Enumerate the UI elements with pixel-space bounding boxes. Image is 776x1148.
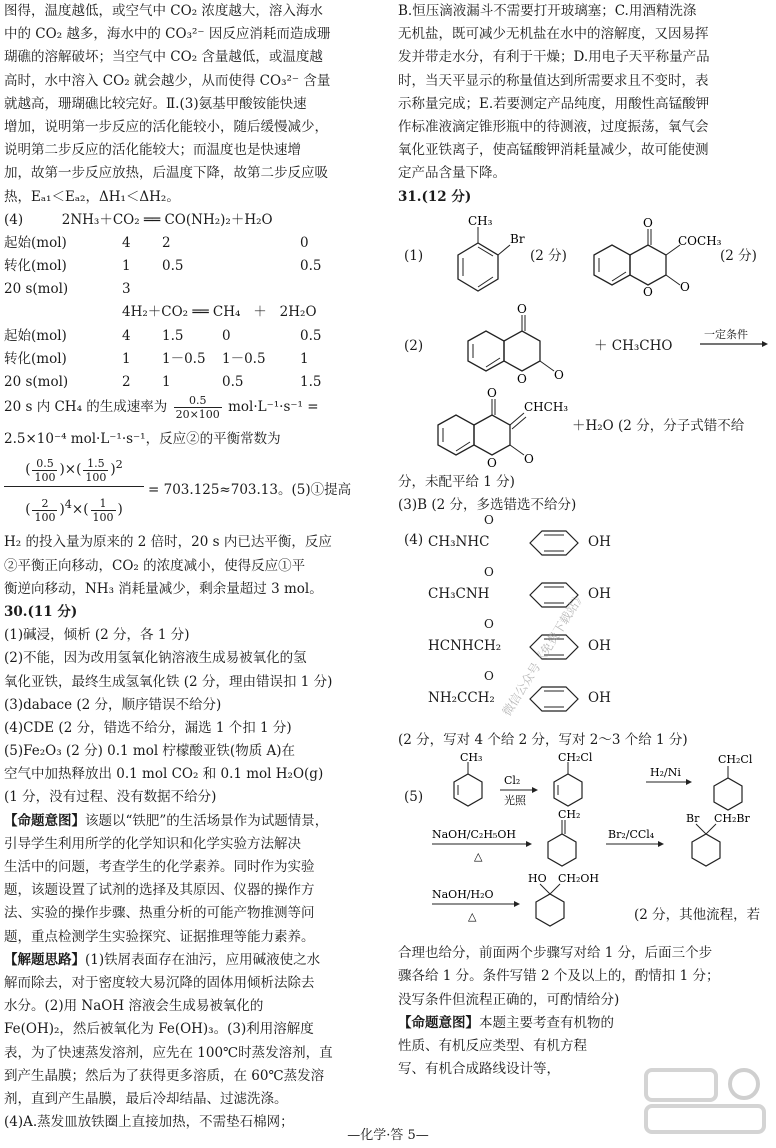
isomer-oxygen: O (484, 565, 494, 580)
part-2-reaction (398, 301, 770, 385)
idea-line (4, 1065, 384, 1088)
k-num-2: 1.5 (83, 457, 108, 471)
table-cell: 1－0.5 (222, 350, 266, 367)
idea-text: 剂，直到产生晶膜，最后冷却结晶、过滤洗涤。 (4, 1090, 288, 1107)
k-den-1: 100 (34, 470, 56, 484)
answer-line: (4)CDE (2 分，错选不给分，漏选 1 个扣 1 分) (4, 719, 292, 736)
solution-idea-block (4, 949, 384, 1135)
label-chch3: CHCH₃ (524, 399, 569, 414)
idea-line (4, 1088, 384, 1111)
route-br: Br (686, 812, 700, 826)
route-light: 光照 (504, 794, 526, 808)
route-ch3: CH₃ (460, 752, 483, 765)
isomer-oh: OH (588, 586, 611, 603)
part-1-score-b: (2 分) (720, 247, 757, 264)
intent-block (4, 810, 384, 949)
route-ho: HO (528, 872, 547, 886)
note-line: 合理也给分，前面两个步骤写对给 1 分，后面三个步 (398, 945, 713, 962)
text-line: 说明第二步反应的活化能较大；而温度也是快速增 (4, 142, 301, 159)
table-cell: 1－0.5 (162, 350, 206, 367)
table-cell: 2 (122, 374, 131, 390)
isomer-oh: OH (588, 534, 611, 551)
intent-line (4, 926, 384, 949)
table-row (4, 348, 384, 371)
k-den-2: 100 (85, 470, 107, 484)
note-line: 没写条件但流程正确的，可酌情给分) (398, 991, 620, 1008)
answer-line: 氧化亚铁，最终生成氢氧化铁 (2 分，理由错误扣 1 分) (4, 673, 333, 690)
text-line: ②平衡正向移动，CO₂ 的浓度减小，使得反应①平 (4, 557, 306, 574)
table-cell: 0.5 (300, 327, 322, 344)
acetyl-coumarin-structure (584, 209, 724, 299)
intent-text: 生活中的问题，考查学生的化学素养。同时作为实验 (4, 859, 315, 875)
intent-text: 该题以“铁肥”的生活场景作为试题情景， (85, 812, 329, 829)
route-naoh-h2o: NaOH/H₂O (432, 888, 494, 902)
idea-line (4, 972, 384, 995)
table-cell: 2 (162, 234, 171, 251)
table-cell: 1 (162, 374, 171, 390)
text-line: 作标准液滴定锥形瓶中的待测液，过度振荡，氧气会 (398, 118, 709, 135)
label-o-d: O (487, 385, 497, 400)
route-delta-2: △ (468, 910, 477, 924)
route-ch2oh: CH₂OH (558, 872, 600, 886)
text-line: 示称量完成；E.若要测定产品纯度，用酸性高锰酸钾 (398, 95, 710, 112)
table-cell: 1.5 (162, 327, 184, 344)
text-line: 无机盐，既可减少无机盐在水中的溶解度，又因易挥 (398, 26, 709, 43)
text-line: 图得，温度越低，或空气中 CO₂ 浓度越大，溶入海水 (4, 3, 323, 19)
isomer-item (428, 669, 728, 723)
isomer-oxygen: O (484, 669, 494, 684)
part-5-notes (398, 942, 770, 1012)
text-line: 高时，水中溶入 CO₂ 就会越少，从而使得 CO₃²⁻ 含量 (4, 72, 331, 89)
label-o-b: O (554, 367, 564, 382)
idea-line (4, 995, 384, 1018)
table-cell: 转化(mol) (4, 258, 67, 275)
left-column (4, 0, 384, 1134)
text-line: 发并带走水分，有利于干燥；D.用电子天平称量产品 (398, 49, 710, 66)
answer-text-block (4, 0, 384, 209)
label-o-e: O (524, 451, 534, 466)
equation-2: 4H₂＋CO₂ ══ CH₄ ＋ 2H₂O (122, 304, 317, 321)
isomer-oh: OH (588, 638, 611, 655)
label-o-bottom: O (680, 279, 690, 294)
part-1-structures (398, 209, 770, 301)
rate-prefix: 20 s 内 CH₄ 的生成速率为 (4, 399, 168, 416)
isomer-item (428, 513, 728, 567)
table-cell: 20 s(mol) (4, 281, 69, 298)
idea-text: 水分。(2)用 NaOH 溶液会生成易被氧化的 (4, 998, 264, 1015)
table-row (4, 278, 384, 301)
idea-text: (4)A.蒸发皿放铁圈上直接加热，不需垫石棉网； (4, 1114, 294, 1131)
intent-tag: 【命题意图】 (4, 812, 85, 829)
rate-fraction (174, 394, 222, 421)
table-cell: 1.5 (300, 374, 322, 390)
idea-line (4, 1042, 384, 1065)
route-delta-1: △ (474, 850, 483, 864)
route-ch2: CH₂ (558, 808, 581, 822)
equilibrium-table-2 (4, 325, 384, 395)
isomer-formula: NH₂CCH₂ (428, 690, 495, 707)
part-4-label: (4) (404, 532, 424, 549)
part-5-score: (2 分，其他流程，若 (634, 907, 761, 924)
label-o-c: O (517, 371, 527, 385)
label-coch3: COCH₃ (678, 233, 722, 248)
right-column (398, 0, 770, 1081)
label-o-top: O (643, 215, 653, 230)
part-2-score-2: 分，未配平给 1 分) (398, 473, 515, 490)
table-row (4, 371, 384, 394)
text-line: 增加，说明第一步反应的活化能较小，随后缓慢减少， (4, 118, 328, 135)
route-ch2br: CH₂Br (714, 812, 750, 826)
text-line: 瑚礁的溶解破坏；当空气中 CO₂ 含量越低，或温度越 (4, 49, 323, 66)
answer-line: (5)Fe₂O₃ (2 分) 0.1 mol 柠檬酸亚铁(物质 A)在 (4, 743, 296, 760)
text-line: 衡逆向移动，NH₃ 消耗量减少，剩余量超过 3 mol。 (4, 580, 323, 597)
text-line: 时，当天平显示的称量值达到所需要求且不变时，表 (398, 72, 709, 89)
right-intent-text: 本题主要考查有机物的 (479, 1014, 614, 1031)
answer-line: (1 分，没有过程、没有数据不给分) (4, 789, 217, 806)
route-br2: Br₂/CCl₄ (608, 828, 655, 842)
intent-text: 题，重点检测学生实验探究、证据推理等能力素养。 (4, 928, 315, 945)
part-2-product (398, 385, 770, 471)
part-5-label: (5) (404, 789, 424, 806)
benzene-ring (524, 523, 584, 563)
table-cell: 0 (222, 327, 231, 344)
table-cell: 起始(mol) (4, 327, 67, 344)
part-2-score: ＋H₂O (2 分，分子式错不给 (572, 417, 745, 434)
isomer-formula: CH₃NHC (428, 534, 490, 551)
part-2-label: (2) (404, 337, 424, 354)
label-o-ring: O (643, 284, 653, 299)
k-den-4: 100 (92, 510, 114, 524)
label-br: Br (510, 231, 525, 246)
text-line: H₂ 的投入量为原来的 2 倍时，20 s 内已达平衡，反应 (4, 534, 332, 551)
idea-text: 到产生晶膜；然后为了获得更多溶质，在 60℃蒸发溶 (4, 1067, 325, 1084)
idea-text: 表，为了快速蒸发溶剂，应先在 100℃时蒸发溶剂，直 (4, 1044, 333, 1061)
label-o-a: O (517, 301, 527, 316)
rate-line (4, 394, 384, 428)
isomer-oxygen: O (484, 513, 494, 528)
question-30-answers (4, 624, 384, 810)
table-row (4, 325, 384, 348)
table-cell: 0 (300, 234, 309, 251)
isomer-oh: OH (588, 690, 611, 707)
label-ch3: CH₃ (468, 213, 493, 228)
intent-line (4, 879, 384, 902)
idea-line (4, 1018, 384, 1041)
equilibrium-constant-expression: ( $\frac{0.5}{100}$ )×( $\frac{1.5}{100}$ )$^2$ ( $\frac{2}{100}$ )$^4$×( $\frac{1}{100}$ ) = 703.125≈703.13。(5)①提高 (4, 451, 384, 531)
text-line: 氧化亚铁离子，使高锰酸钾消耗量减少，故可能使测 (398, 142, 709, 159)
table-cell: 起始(mol) (4, 234, 67, 251)
part-3-answer: (3)B (2 分，多选错选不给分) (398, 496, 577, 513)
answer-line: (2)不能，因为改用氢氧化钠溶液生成易被氧化的氢 (4, 650, 307, 667)
table-cell: 0.5 (162, 258, 184, 275)
table-cell: 1 (300, 350, 309, 367)
text-line: B.恒压滴液漏斗不需要打开玻璃塞；C.用酒精洗涤 (398, 3, 697, 19)
part-5-synthesis (398, 752, 770, 942)
table-row (4, 232, 384, 255)
part-2-condition: 一定条件 (704, 327, 748, 341)
k-den-3: 100 (34, 510, 56, 524)
text-line: 就越高，珊瑚礁比较完好。Ⅱ.(3)氨基甲酸铵能快速 (4, 95, 307, 112)
rate-denominator: 20×100 (175, 408, 220, 422)
k-result: = 703.125≈703.13。(5)①提高 (148, 482, 352, 499)
isomer-formula: HCNHCH₂ (428, 638, 502, 655)
isomer-item (428, 617, 728, 671)
part-4-isomers (398, 513, 770, 729)
intent-line (4, 810, 384, 833)
equation-1: (4) 2NH₃＋CO₂ ══ CO(NH₂)₂＋H₂O (4, 211, 273, 228)
route-h2ni: H₂/Ni (650, 766, 681, 780)
right-intent-line (398, 1012, 770, 1035)
part-4-score: (2 分，写对 4 个给 2 分，写对 2～3 个给 1 分) (398, 732, 688, 749)
intent-text: 题，该题设置了试剂的选择及其原因、仪器的操作方 (4, 882, 315, 899)
rate-numerator: 0.5 (174, 394, 222, 408)
answer-5-text (4, 531, 384, 601)
intent-text: 引导学生利用所学的化学知识和化学实验方法解决 (4, 835, 301, 852)
idea-text: Fe(OH)₂，然后被氧化为 Fe(OH)₃。(3)利用溶解度 (4, 1021, 314, 1038)
table-cell: 20 s(mol) (4, 374, 69, 390)
table-cell: 1 (122, 258, 131, 275)
table-row (4, 255, 384, 278)
hydroxycoumarin-structure (458, 301, 578, 385)
intent-line (4, 833, 384, 856)
text-line: 定产品含量下降。 (398, 165, 506, 182)
bromotoluene-structure (428, 209, 538, 299)
text-line: 热，Eₐ₁＜Eₐ₂，ΔH₁＜ΔH₂。 (4, 188, 180, 205)
watermark: 微信公众号《免费下载站》 (499, 588, 588, 719)
route-naoh-eth: NaOH/C₂H₅OH (432, 828, 516, 842)
route-ch2cl-1: CH₂Cl (558, 752, 593, 765)
text-line: 中的 CO₂ 越多，海水中的 CO₃²⁻ 因反应消耗而造成珊 (4, 26, 331, 43)
table-cell: 1 (122, 350, 131, 367)
table-cell: 0.5 (300, 258, 322, 275)
right-intent-tag: 【命题意图】 (398, 1014, 479, 1031)
table-cell: 转化(mol) (4, 350, 67, 367)
idea-tag: 【解题思路】 (4, 951, 85, 968)
isomer-oxygen: O (484, 617, 494, 632)
route-ch2cl-2: CH₂Cl (718, 753, 753, 767)
part-1-label: (1) (404, 247, 424, 264)
rate-line-2: 2.5×10⁻⁴ mol·L⁻¹·s⁻¹，反应②的平衡常数为 (4, 431, 281, 448)
table-cell: 3 (122, 281, 131, 298)
note-line: 骤各给 1 分。条件写错 2 个及以上的，酌情扣 1 分； (398, 968, 720, 985)
rate-suffix: mol·L⁻¹·s⁻¹ = (228, 399, 319, 416)
part-2-reagent: ＋ CH₃CHO (594, 337, 673, 354)
k-num-1: 0.5 (32, 457, 57, 471)
isomer-formula: CH₃CNH (428, 586, 490, 603)
intent-text: 法、实验的操作步骤、热重分析的可能产物推测等问 (4, 905, 315, 922)
right-intent-line-3: 写、有机合成路线设计等， (398, 1061, 560, 1078)
intent-line (4, 902, 384, 925)
k-num-3: 2 (32, 497, 57, 511)
k-num-4: 1 (91, 497, 116, 511)
answer-line: (3)dabace (2 分，顺序错误不给分) (4, 696, 222, 713)
answer-4-continued (398, 0, 770, 186)
intent-line (4, 856, 384, 879)
equilibrium-table-1 (4, 232, 384, 302)
table-cell: 0.5 (222, 374, 244, 390)
ethylidene-coumarin-structure (428, 385, 578, 469)
table-cell: 4 (122, 327, 131, 344)
idea-line (4, 949, 384, 972)
table-cell: 4 (122, 234, 131, 251)
label-o-f: O (487, 455, 497, 469)
answer-line: (1)碱浸，倾析 (2 分，各 1 分) (4, 627, 190, 644)
idea-text: 解而除去，对于密度较大易沉降的固体用倾析法除去 (4, 974, 315, 991)
question-31-heading: 31.(12 分) (398, 188, 472, 205)
idea-text: (1)铁屑表面存在油污，应用碱液使之水 (85, 951, 321, 968)
reaction-arrow (698, 339, 768, 349)
text-line: 加，故第一步反应放热，后温度下降，故第二步反应吸 (4, 165, 328, 182)
answer-line: 空气中加热释放出 0.1 mol CO₂ 和 0.1 mol H₂O(g) (4, 766, 324, 783)
question-30-heading: 30.(11 分) (4, 603, 78, 620)
right-intent-line-2: 性质、有机反应类型、有机方程 (398, 1038, 587, 1054)
page-footer: —化学·答 5— (347, 1128, 429, 1143)
part-1-score-a: (2 分) (530, 247, 567, 264)
route-cl2: Cl₂ (504, 774, 521, 788)
